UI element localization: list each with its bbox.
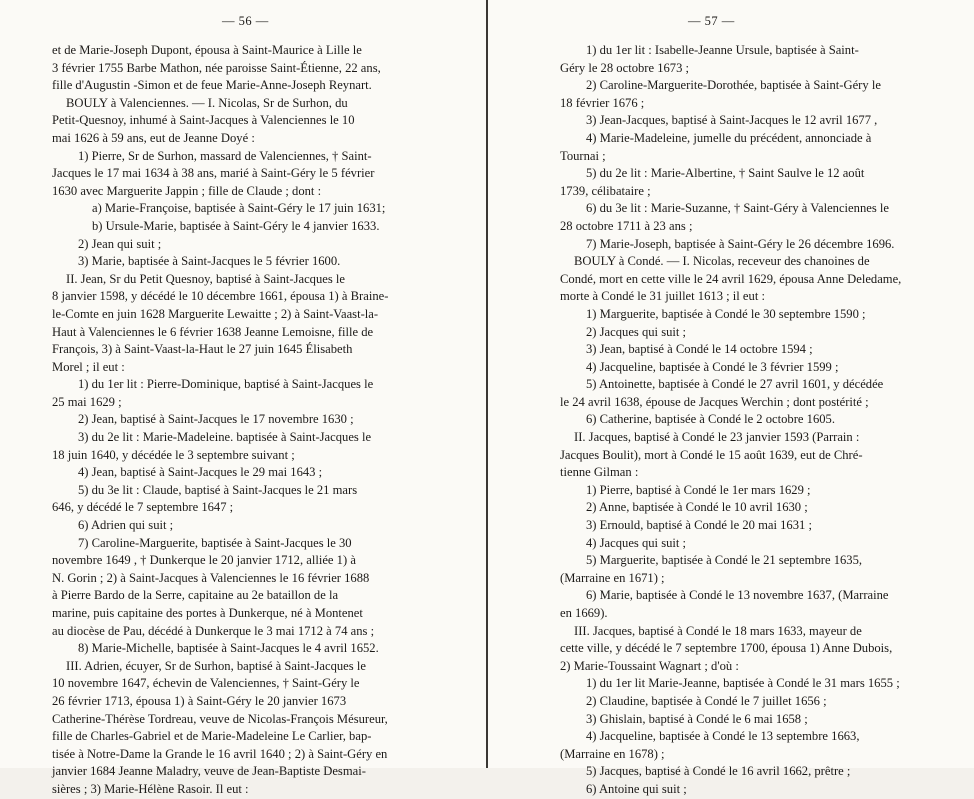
text-line: b) Ursule-Marie, baptisée à Saint-Géry le 4 janvier 1633.: [92, 218, 380, 233]
text-line: N. Gorin ; 2) à Saint-Jacques à Valenciennes le 16 février 1688: [52, 570, 370, 585]
text-line: 1) du 1er lit Marie-Jeanne, baptisée à Condé le 31 mars 1655 ;: [586, 676, 900, 691]
text-line: II. Jean, Sr du Petit Quesnoy, baptisé à Saint-Jacques le: [66, 271, 345, 286]
text-line: janvier 1684 Jeanne Maladry, veuve de Jean-Baptiste Desmai-: [52, 764, 366, 779]
text-line: 1630 avec Marguerite Jappin ; fille de Claude ; dont :: [52, 183, 322, 198]
text-line: 5) Jacques, baptisé à Condé le 16 avril 1662, prêtre ;: [586, 764, 851, 779]
text-line: (Marraine en 1678) ;: [560, 746, 665, 761]
text-line: 28 octobre 1711 à 23 ans ;: [560, 218, 693, 233]
text-line: 3) Jean-Jacques, baptisé à Saint-Jacques le 12 avril 1677 ,: [586, 113, 878, 128]
text-line: Tournai ;: [560, 148, 606, 163]
text-line: 4) Jacqueline, baptisée à Condé le 3 février 1599 ;: [586, 359, 839, 374]
text-line: morte à Condé le 31 juillet 1613 ; il eut :: [560, 289, 765, 304]
text-line: mai 1626 à 59 ans, eut de Jeanne Doyé :: [52, 130, 255, 145]
text-line: marine, puis capitaine des portes à Dunkerque, né à Montenet: [52, 606, 363, 620]
text-line: 1) Marguerite, baptisée à Condé le 30 septembre 1590 ;: [586, 306, 866, 321]
text-line: Géry le 28 octobre 1673 ;: [560, 60, 690, 75]
text-line: le-Comte en juin 1628 Marguerite Lewaitte ; 2) à Saint-Vaast-la-: [52, 306, 379, 321]
text-line: BOULY à Valenciennes. — I. Nicolas, Sr de Surhon, du: [66, 95, 348, 110]
text-line: III. Jacques, baptisé à Condé le 18 mars 1633, mayeur de: [574, 623, 862, 638]
text-line: 5) du 3e lit : Claude, baptisé à Saint-Jacques le 21 mars: [78, 482, 358, 497]
text-line: 1) Pierre, Sr de Surhon, massard de Valenciennes, † Saint-: [78, 148, 372, 163]
text-line: tisée à Notre-Dame la Grande le 16 avril 1640 ; 2) à Saint-Géry en: [52, 746, 388, 761]
text-line: 2) Jean qui suit ;: [78, 236, 162, 251]
text-line: 3) du 2e lit : Marie-Madeleine. baptisée à Saint-Jacques le: [78, 430, 372, 445]
text-line: Haut à Valenciennes le 6 février 1638 Jeanne Lemoisne, fille de: [52, 324, 374, 339]
text-line: 7) Caroline-Marguerite, baptisée à Saint-Jacques le 30: [78, 535, 352, 550]
left-page-text: [52, 42, 435, 799]
text-line: 646, y décédé le 7 septembre 1647 ;: [52, 500, 234, 515]
text-line: 2) Jacques qui suit ;: [586, 324, 687, 339]
text-line: 2) Marie-Toussaint Wagnart ; d'où :: [560, 658, 739, 673]
text-line: 6) Adrien qui suit ;: [78, 518, 174, 533]
text-line: 2) Jean, baptisé à Saint-Jacques le 17 novembre 1630 ;: [78, 412, 354, 427]
text-line: 4) Marie-Madeleine, jumelle du précédent, annonciade à: [586, 130, 872, 145]
text-line: 7) Marie-Joseph, baptisée à Saint-Géry le 26 décembre 1696.: [586, 236, 895, 251]
text-line: 3) Marie, baptisée à Saint-Jacques le 5 février 1600.: [78, 254, 341, 269]
text-line: 18 juin 1640, y décédée le 3 septembre suivant ;: [52, 447, 295, 462]
text-line: 4) Jacques qui suit ;: [586, 535, 687, 550]
text-line: 3) Ernould, baptisé à Condé le 20 mai 1631 ;: [586, 518, 812, 533]
text-line: a) Marie-Françoise, baptisée à Saint-Géry le 17 juin 1631;: [92, 201, 386, 216]
text-line: en 1669).: [560, 606, 608, 620]
text-line: sières ; 3) Marie-Hélène Rasoir. Il eut :: [52, 781, 249, 796]
text-line: tienne Gilman :: [560, 465, 639, 480]
text-line: II. Jacques, baptisé à Condé le 23 janvier 1593 (Parrain :: [574, 430, 860, 445]
left-page: [0, 0, 486, 796]
text-line: au diocèse de Pau, décédé à Dunkerque le 3 mai 1712 à 74 ans ;: [52, 623, 375, 638]
text-line: Catherine-Thérèse Tordreau, veuve de Nicolas-François Mésureur,: [52, 711, 388, 726]
text-line: 1) du 1er lit : Isabelle-Jeanne Ursule, baptisée à Saint-: [586, 43, 859, 57]
text-line: 1739, célibataire ;: [560, 183, 651, 198]
text-line: 1) du 1er lit : Pierre-Dominique, baptisé à Saint-Jacques le: [78, 377, 374, 392]
text-line: Jacques le 17 mai 1634 à 38 ans, marié à Saint-Géry le 5 février: [52, 166, 375, 181]
page-number-left: — 56 —: [222, 14, 269, 28]
text-line: novembre 1649 , † Dunkerque le 20 janvier 1712, alliée 1) à: [52, 553, 356, 568]
text-line: 6) Catherine, baptisée à Condé le 2 octobre 1605.: [586, 412, 835, 427]
text-line: Morel ; il eut :: [52, 359, 125, 374]
text-line: cette ville, y décédé le 7 septembre 1700, épousa 1) Anne Dubois,: [560, 641, 893, 656]
text-line: 6) du 3e lit : Marie-Suzanne, † Saint-Géry à Valenciennes le: [586, 201, 889, 216]
text-line: 2) Claudine, baptisée à Condé le 7 juillet 1656 ;: [586, 693, 827, 708]
text-line: 5) Antoinette, baptisée à Condé le 27 avril 1601, y décédée: [586, 377, 884, 392]
text-line: 8) Marie-Michelle, baptisée à Saint-Jacques le 4 avril 1652.: [78, 641, 379, 656]
right-page: [488, 0, 974, 796]
page-number-right: — 57 —: [688, 14, 735, 28]
text-line: 8 janvier 1598, y décédé le 10 décembre 1661, épousa 1) à Braine-: [52, 289, 389, 304]
text-line: 3 février 1755 Barbe Mathon, née paroisse Saint-Étienne, 22 ans,: [52, 60, 381, 75]
text-line: 2) Caroline-Marguerite-Dorothée, baptisée à Saint-Géry le: [586, 78, 881, 93]
text-line: 5) Marguerite, baptisée à Condé le 21 septembre 1635,: [586, 553, 863, 568]
text-line: 6) Marie, baptisée à Condé le 13 novembre 1637, (Marraine: [586, 588, 889, 603]
text-line: 4) Jacqueline, baptisée à Condé le 13 septembre 1663,: [586, 729, 860, 744]
text-line: 25 mai 1629 ;: [52, 394, 122, 409]
text-line: 5) du 2e lit : Marie-Albertine, † Saint Saulve le 12 août: [586, 166, 865, 181]
text-line: Jacques Boulit), mort à Condé le 15 août 1639, eut de Chré-: [560, 447, 863, 462]
text-line: III. Adrien, écuyer, Sr de Surhon, baptisé à Saint-Jacques le: [66, 658, 366, 673]
text-line: fille d'Augustin -Simon et de feue Marie-Anne-Joseph Reynart.: [52, 78, 372, 93]
text-line: le 24 avril 1638, épouse de Jacques Werchin ; dont postérité ;: [560, 394, 869, 409]
text-line: à Pierre Bardo de la Serre, capitaine au 2e bataillon de la: [52, 588, 339, 603]
text-line: 1) Pierre, baptisé à Condé le 1er mars 1629 ;: [586, 482, 811, 497]
text-line: Petit-Quesnoy, inhumé à Saint-Jacques à Valenciennes le 10: [52, 113, 355, 128]
text-line: BOULY à Condé. — I. Nicolas, receveur des chanoines de: [574, 254, 870, 269]
text-line: 3) Ghislain, baptisé à Condé le 6 mai 1658 ;: [586, 711, 808, 726]
text-line: fille de Charles-Gabriel et de Marie-Madeleine Le Carlier, bap-: [52, 729, 372, 744]
text-line: 6) Antoine qui suit ;: [586, 781, 687, 796]
text-line: 10 novembre 1647, échevin de Valenciennes, † Saint-Géry le: [52, 676, 360, 691]
text-line: 2) Anne, baptisée à Condé le 10 avril 1630 ;: [586, 500, 808, 515]
text-line: 3) Jean, baptisé à Condé le 14 octobre 1594 ;: [586, 342, 813, 357]
text-line: Condé, mort en cette ville le 24 avril 1629, épousa Anne Deledame,: [560, 271, 902, 286]
text-line: 4) Jean, baptisé à Saint-Jacques le 29 mai 1643 ;: [78, 465, 323, 480]
text-line: François, 3) à Saint-Vaast-la-Haut le 27 juin 1645 Élisabeth: [52, 342, 353, 357]
text-line: 26 février 1713, épousa 1) à Saint-Géry le 20 janvier 1673: [52, 693, 347, 708]
text-line: et de Marie-Joseph Dupont, épousa à Saint-Maurice à Lille le: [52, 43, 362, 57]
text-line: 18 février 1676 ;: [560, 95, 645, 110]
text-line: (Marraine en 1671) ;: [560, 570, 665, 585]
right-page-text: [560, 42, 958, 799]
